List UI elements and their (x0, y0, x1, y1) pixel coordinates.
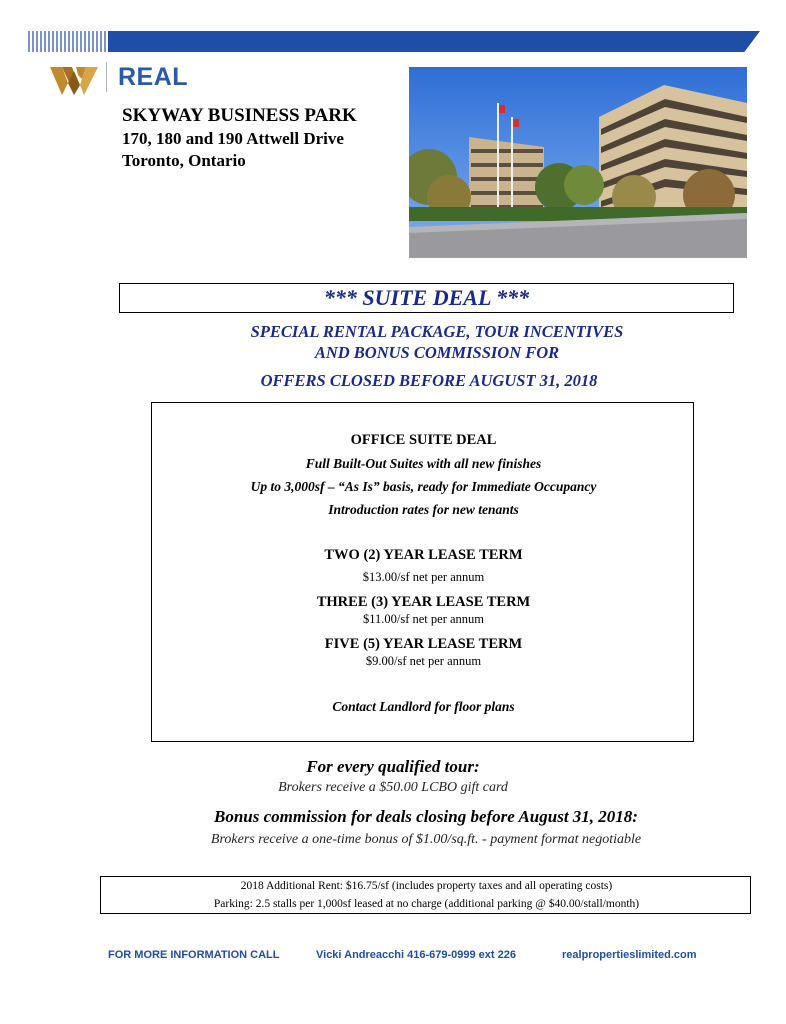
deal-feature: Introduction rates for new tenants (328, 502, 519, 517)
brand-name: REAL (118, 63, 189, 91)
deal-title: OFFICE SUITE DEAL (350, 432, 497, 448)
lease-term-rate: $11.00/sf net per annum (362, 612, 485, 626)
contact-landlord-note: Contact Landlord for floor plans (332, 699, 515, 714)
lease-term-rate: $13.00/sf net per annum (362, 570, 485, 584)
bonus-commission-heading: Bonus commission for deals closing before August 31, 2018: (214, 807, 638, 826)
property-city: Toronto, Ontario (122, 151, 246, 170)
parking-text: Parking: 2.5 stalls per 1,000sf leased at no charge (additional parking @ $40.00/stall/month) (213, 898, 640, 910)
logo-divider (106, 62, 107, 92)
property-address-block (122, 104, 357, 172)
promo-line-2: AND BONUS COMMISSION FOR (314, 343, 560, 362)
deal-feature: Up to 3,000sf – “As Is” basis, ready for Immediate Occupancy (250, 479, 597, 494)
additional-info-box (100, 876, 751, 914)
tour-incentive-detail: Brokers receive a $50.00 LCBO gift card (278, 780, 508, 795)
suite-deal-headline-box (119, 283, 734, 313)
lease-term-label: FIVE (5) YEAR LEASE TERM (324, 636, 523, 652)
lease-term-label: TWO (2) YEAR LEASE TERM (324, 547, 523, 563)
header-stripe-pattern (28, 31, 108, 52)
footer-website-link[interactable]: realpropertieslimited.com (562, 949, 697, 961)
header-band (108, 31, 760, 52)
building-photo (409, 67, 747, 258)
tour-incentive-heading: For every qualified tour: (306, 757, 480, 776)
bonus-commission-detail: Brokers receive a one-time bonus of $1.00/sq.ft. - payment format negotiable (210, 832, 642, 847)
lease-term-label: THREE (3) YEAR LEASE TERM (316, 594, 531, 610)
footer-call-label: FOR MORE INFORMATION CALL (108, 949, 280, 961)
property-street: 170, 180 and 190 Attwell Drive (122, 129, 344, 148)
additional-rent-text: 2018 Additional Rent: $16.75/sf (includes property taxes and all operating costs) (240, 880, 613, 892)
lease-term-rate: $9.00/sf net per annum (365, 654, 482, 668)
footer-contact: Vicki Andreacchi 416-679-0999 ext 226 (316, 949, 516, 961)
suite-deal-headline: *** SUITE DEAL *** (323, 285, 530, 310)
promo-line-3: OFFERS CLOSED BEFORE AUGUST 31, 2018 (260, 371, 598, 390)
property-name: SKYWAY BUSINESS PARK (122, 105, 357, 126)
deal-feature: Full Built-Out Suites with all new finishes (305, 456, 542, 471)
real-logo-icon (48, 61, 100, 97)
office-suite-deal-box (151, 402, 694, 742)
promo-line-1: SPECIAL RENTAL PACKAGE, TOUR INCENTIVES (250, 322, 624, 341)
